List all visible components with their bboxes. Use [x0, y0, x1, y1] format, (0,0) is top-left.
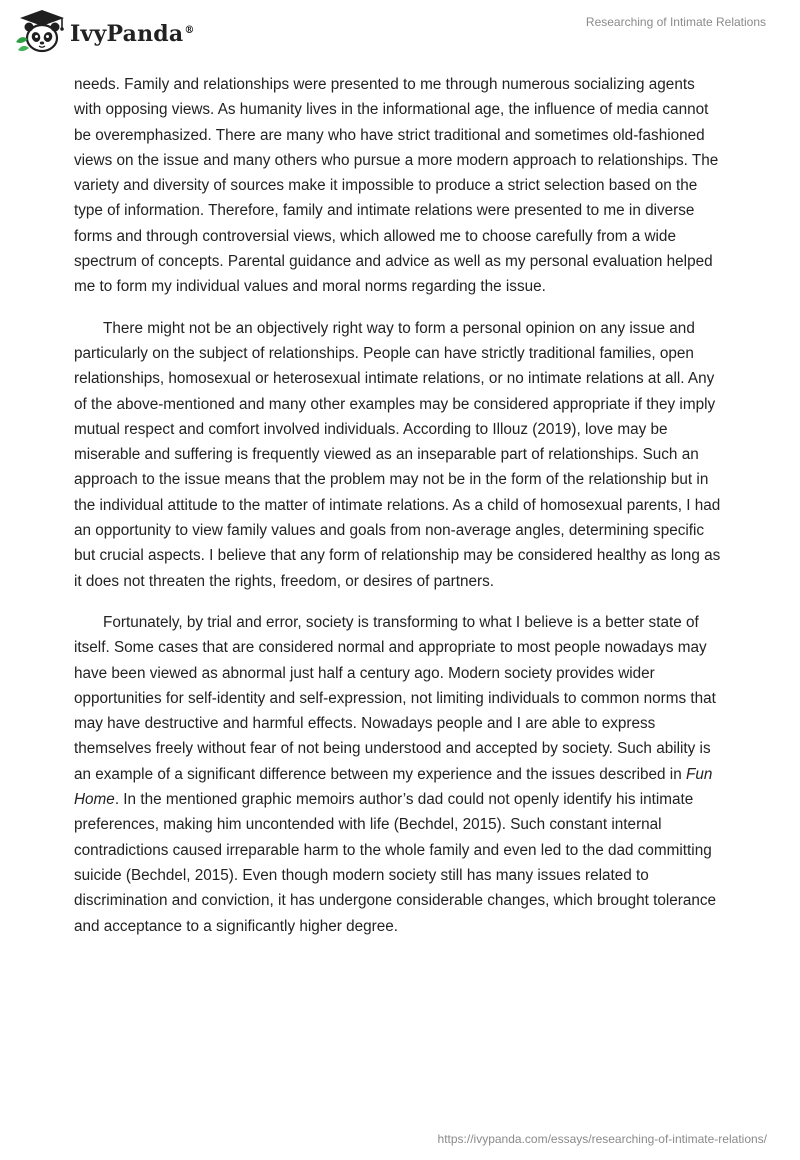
running-title: Researching of Intimate Relations — [585, 15, 766, 29]
paragraph-3 — [74, 610, 726, 939]
book-title-fun-home: Fun Home — [74, 765, 713, 809]
paragraph-3-text-after: . In the mentioned graphic memoirs author’s dad could not openly identify his intimate preferences, making him uncontended with life (Bechdel, 2015). Such constant internal contradictions caused irreparable harm to the whole family and even led to the dad committing suicide (Bechdel, 2015). Even though modern society still has many issues related to discrimination and conviction, it has undergone considerable changes, which brought tolerance and acceptance to a significantly higher degree. — [74, 791, 717, 935]
brand-name: IvyPanda® — [70, 21, 195, 47]
paragraph-3-text-before: Fortunately, by trial and error, society is transforming to what I believe is a better state of itself. Some cases that are considered normal and appropriate to most people nowadays may have been viewed as abnormal just half a century ago. Modern society provides wider opportunities for self-identity and self-expression, not limiting individuals to common norms that may have destructive and harmful effects. Nowadays people and I are able to express themselves freely without fear of not being understood and accepted by society. Such ability is an example of a significant difference between my experience and the issues described in — [74, 613, 716, 783]
ivypanda-logo[interactable] — [12, 8, 195, 56]
panda-graduation-cap-icon — [12, 8, 68, 56]
page-header — [0, 0, 800, 70]
paragraph-1: needs. Family and relationships were presented to me through numerous socializing agents with opposing views. As humanity lives in the informational age, the influence of media cannot be overemphasized. There are many who have strict traditional and sometimes old-fashioned views on the issue and many others who pursue a more modern approach to relationships. The variety and diversity of sources make it impossible to produce a strict selection based on the type of information. Therefore, family and intimate relations were presented to me in diverse forms and through controversial views, which allowed me to choose carefully from a wide spectrum of concepts. Parental guidance and advice as well as my personal evaluation helped me to form my individual values and moral norms regarding the issue. — [74, 76, 719, 296]
essay-body — [74, 72, 726, 955]
registered-mark: ® — [184, 24, 195, 36]
source-url[interactable]: https://ivypanda.com/essays/researching-of-intimate-relations/ — [437, 1132, 767, 1146]
paragraph-2: There might not be an objectively right way to form a personal opinion on any issue and particularly on the subject of relationships. People can have strictly traditional families, open relationships, homosexual or heterosexual intimate relations, or no intimate relations at all. Any of the above-mentioned and many other examples may be considered appropriate if they imply mutual respect and comfort involved individuals. According to Illouz (2019), love may be miserable and suffering is frequently viewed as an inseparable part of relationships. Such an approach to the issue means that the problem may not be in the form of the relationship but in the individual attitude to the matter of intimate relations. As a child of homosexual parents, I had an opportunity to view family values and goals from non-average angles, determining specific but crucial aspects. I believe that any form of relationship may be considered healthy as long as it does not threaten the rights, freedom, or desires of partners. — [74, 319, 721, 590]
